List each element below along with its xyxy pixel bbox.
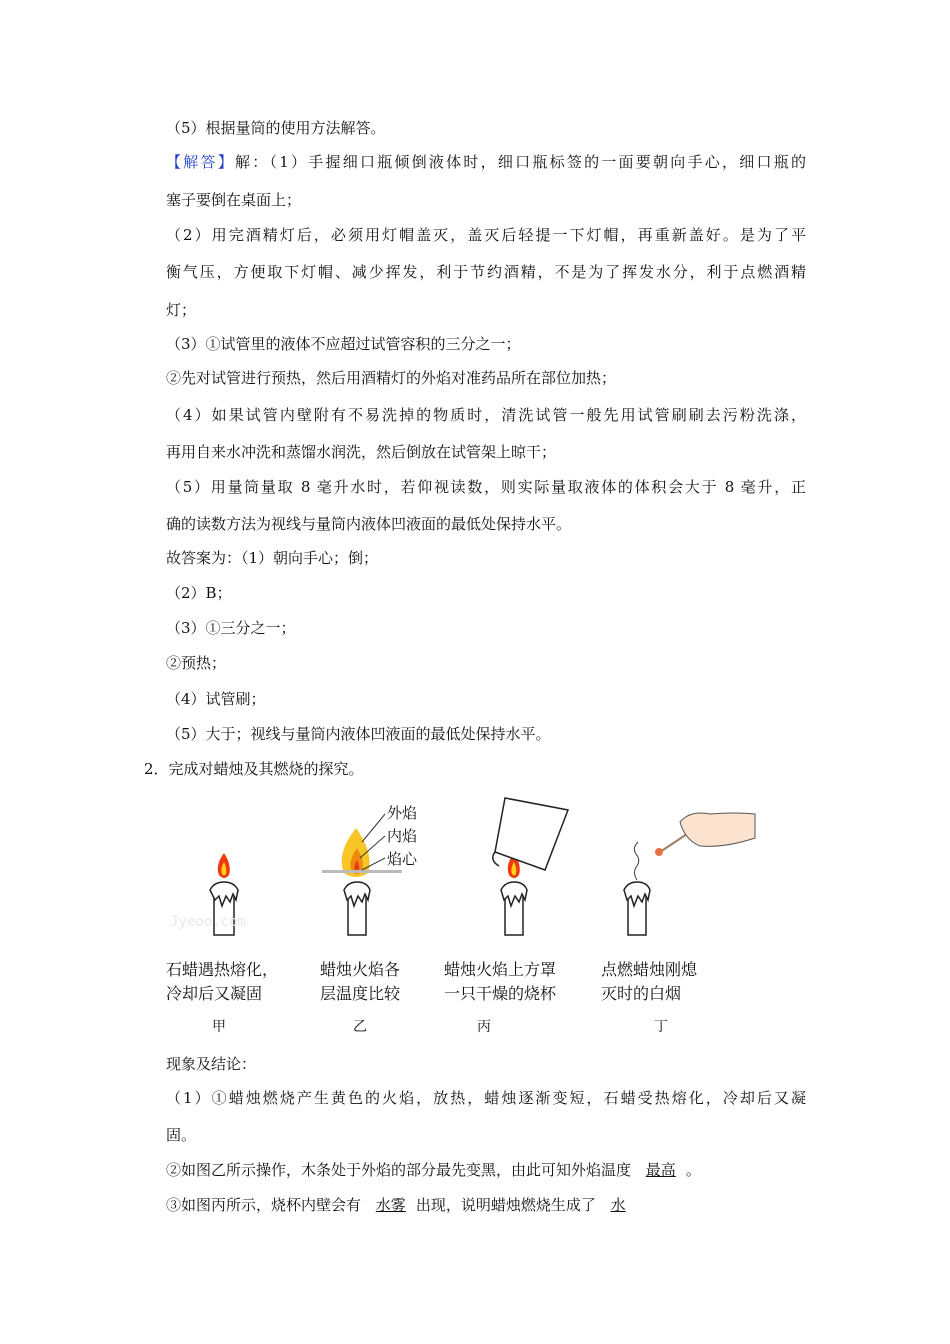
text-line: （2）B； xyxy=(166,584,232,602)
panel-label: 丁 xyxy=(654,1019,668,1035)
text-line: 再用自来水冲洗和蒸馏水润洗，然后倒放在试管架上晾干； xyxy=(166,443,557,461)
panel-caption: 蜡烛火焰上方罩 一只干燥的烧杯 xyxy=(444,960,557,1003)
question-2: 2．完成对蜡烛及其燃烧的探究。 xyxy=(144,760,364,778)
text-line: （3）①试管里的液体不应超过试管容积的三分之一； xyxy=(166,335,521,353)
text-line: 塞子要倒在桌面上； xyxy=(166,191,302,209)
answer-tag: 【解答】 xyxy=(166,153,235,171)
text-line: （4）试管刷； xyxy=(166,690,266,708)
text-span: 解：（1）手握细口瓶倾倒液体时，细口瓶标签的一面要朝向手心，细口瓶的 xyxy=(234,153,806,171)
candle-bing xyxy=(493,798,568,935)
candle-ding xyxy=(624,813,755,935)
text-line: 确的读数方法为视线与量筒内液体凹液面的最低处保持水平。 xyxy=(166,515,572,533)
text-line: 衡气压，方便取下灯帽、减少挥发，利于节约酒精，不是为了挥发水分，利于点燃酒精 xyxy=(166,263,806,281)
panel-label: 乙 xyxy=(353,1019,367,1035)
outer-flame-label: 外焰 xyxy=(387,804,418,822)
text-line: ②如图乙所示操作，木条处于外焰的部分最先变黑，由此可知外焰温度 最高 。 xyxy=(166,1161,701,1179)
panel-label: 丙 xyxy=(477,1019,491,1035)
watermark: Jyeoo.com xyxy=(170,914,246,930)
panel-caption: 石蜡遇热熔化， 冷却后又凝固 xyxy=(166,960,279,1003)
answer-blank: 水雾 xyxy=(375,1196,406,1214)
answer-blank: 水 xyxy=(610,1196,626,1214)
text-line: （5）大于；视线与量筒内液体凹液面的最低处保持水平。 xyxy=(166,725,551,743)
text-line: （2）用完酒精灯后，必须用灯帽盖灭，盖灭后轻提一下灯帽，再重新盖好。是为了平 xyxy=(166,226,806,244)
text-line: （3）①三分之一； xyxy=(166,619,296,637)
text-line: ②预热； xyxy=(166,654,227,672)
text-line: 灯； xyxy=(166,301,197,319)
text-line: 固。 xyxy=(166,1126,197,1144)
inner-flame-label: 内焰 xyxy=(387,827,418,845)
text-line: 故答案为：（1）朝向手心；倒； xyxy=(166,549,379,567)
text-line: （5）根据量筒的使用方法解答。 xyxy=(166,119,386,137)
text-line: （5）用量筒量取 8 毫升水时，若仰视读数，则实际量取液体的体积会大于 8 毫升，正 xyxy=(166,478,806,496)
text-line: ③如图丙所示，烧杯内壁会有 水雾 出现，说明蜡烛燃烧生成了 水 xyxy=(166,1195,636,1215)
text-line: （4）如果试管内壁附有不易洗掉的物质时，清洗试管一般先用试管刷刷去污粉洗涤， xyxy=(166,406,806,424)
panel-caption: 蜡烛火焰各 层温度比较 xyxy=(320,960,401,1003)
answer-blank: 最高 xyxy=(645,1161,676,1179)
flame-core-label: 焰心 xyxy=(387,850,418,868)
panel-label: 甲 xyxy=(212,1019,226,1035)
text-line: （1）①蜡烛燃烧产生黄色的火焰，放热，蜡烛逐渐变短，石蜡受热熔化，冷却后又凝 xyxy=(166,1089,806,1107)
conclusion-heading: 现象及结论： xyxy=(166,1055,257,1073)
panel-caption: 点燃蜡烛刚熄 灭时的白烟 xyxy=(601,960,698,1003)
text-line: ②先对试管进行预热，然后用酒精灯的外焰对准药品所在部位加热； xyxy=(166,369,617,387)
